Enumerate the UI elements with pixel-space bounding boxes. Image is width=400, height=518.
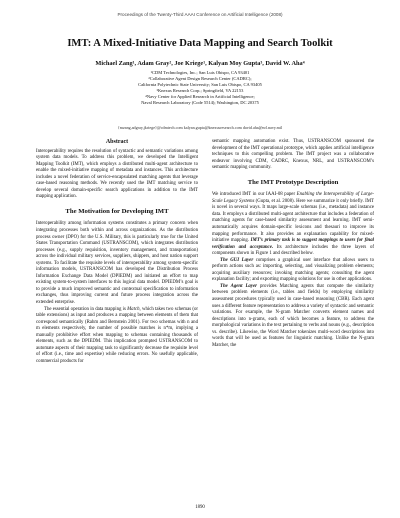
affiliation-line: ⁴Navy Center for Applied Research in Artificial Intelligence;	[145, 93, 255, 99]
text-run: Its architecture includes the three layers of components shown in Figure 1 and described below.	[212, 244, 374, 257]
layer-name-agent: The Agent Layer	[220, 283, 258, 289]
key-statement: IMT’s primary task is to suggest mappings to users for final verification and acceptance.	[212, 238, 374, 250]
affiliation-line: ²Collaborative Agent Design Research Center (CADRC);	[148, 75, 252, 81]
paragraph: semantic mapping automation exist. Thus, USTRANSCOM sponsored the development of the IMT operational prototype, which applies artificial intelligence techniques to this compelling problem. The IMT project was a collaborative endeavor involving CDM, CADRC, Knexus, NRL, and USTRANSCOM’s semantic mapping community.	[212, 139, 374, 171]
proceedings-header: Proceedings of the Twenty-Third AAAI Conference on Artificial Intelligence (2008)	[117, 12, 283, 17]
text-run: provides Matching agents that compute the similarity between problem elements (i.e., tables and fields) by employing similarity assessment procedures typically used in case-based reasoning (CBR). Each agent uses a different feature representation to address a variety of syntactic and semantic variations. For example, the N-gram Matcher converts element names and descriptions into n-grams, each of which becomes a feature, to address the morphological variations in the text pertaining to verbs and nouns (e.g., description vs. describe). Likewise, the Word Matcher tokenizes multi-word descriptions into words that will be used as features for linguistic matching. Unlike the N-gram Matcher, the	[212, 283, 374, 348]
paper-title: IMT: A Mixed-Initiative Data Mapping and Search Toolkit	[67, 38, 333, 49]
abstract-heading: Abstract	[105, 139, 129, 145]
paragraph	[212, 258, 374, 284]
text-run: comprises a graphical user interface that allows users to perform actions such as: importing, selecting, and visualizing problem elements; acquiring auxiliary resources; invoking matching agents; consulting the agent explanation facility; and exporting mapping solutions for use in other applications.	[212, 257, 374, 283]
affiliation-line: ³Knexus Research Corp.; Springfield, VA 22153	[156, 87, 244, 93]
abstract-section	[36, 139, 198, 201]
affiliation-line: Naval Research Laboratory (Code 5514); Washington, DC 20375	[141, 99, 259, 105]
paragraph	[212, 284, 374, 349]
section-heading-motivation: The Motivation for Developing IMT	[65, 207, 169, 215]
text-run: (Gupta, et al. 2008). Here we summarize it only briefly. IMT is novel in several ways. It maps large-scale schemas (i.e., metadata) and instance data. It employs a distributed multi-agent architecture that includes a federation of matching agents for case-based similarity assessment and learning. IMT semi-automatically acquires domain-specific lexicons and thesauri to improve its mapping performance. It also provides an explanation capability for mixed-initiative mapping.	[212, 198, 375, 244]
text-run: The essential operation in data mapping is	[44, 306, 128, 312]
left-column	[36, 139, 198, 366]
author-emails: {mzang,adgray,jkriege}@cdmtech.com kalyan.gupta@knexusresearch.com david.aha@nrl.navy.mil	[117, 125, 283, 130]
layer-name-gui: The GUI Layer	[220, 257, 254, 263]
section-heading-prototype: The IMT Prototype Description	[247, 178, 339, 186]
text-run: , which takes two schemas (or table extensions) as input and produces a mapping between elements of them that correspond semantically (Rahm and Bernstein 2001). For two schemas with n and m elements respectively, the number of possible matches is n*m, implying a manually prohibitive effort when mapping to schemas containing thousands of elements, such as the DPIEDM. This implication prompted USTRANSCOM to automate aspects of their mapping task to significantly decrease the requisite level of effort (i.e., time and expertise) while reducing errors. No usefully applicable, commercial products for	[36, 306, 198, 364]
paragraph: Interoperability among information systems constitutes a primary concern when integrating processes both within and across organizations. As the distribution process owner (DPO) for the U.S. Military, this is particularly true for the United States Transportation Command (USTRANSCOM), which integrates distribution processes (e.g., supply requisition, inventory management, and transportation) across the individual military services, suppliers, shippers, and host nation support systems. To facilitate the requisite levels of interoperability among system-specific information models, USTRANSCOM has developed the Distribution Process Information Exchange Data Model (DPIEDM) and initiated an effort to map existing system-to-system interfaces to this logical data model. DPIEDM’s goal is to provide a much improved semantic and contextual specification to information exchanges, thus improving current and future process integration across the extended enterprise.	[36, 221, 198, 306]
cited-title: Enabling the Interoperability of Large-Scale Legacy Systems	[212, 192, 374, 204]
abstract-text: Interoperability requires the resolution of syntactic and semantic variations among system data models. To address this problem, we developed the Intelligent Mapping Toolkit (IMT), which employs a distributed multi-agent architecture to enable the mixed-initiative mapping of metadata and instances. This architecture includes a novel federation of service-encapsulated matching agents that leverage case-based reasoning methods. We recently used the IMT matching service to develop several domain-specific search applications in addition to the IMT mapping application.	[36, 148, 198, 200]
emphasis-text: Match	[127, 306, 140, 312]
paragraph	[36, 307, 198, 366]
affiliation-line: California Polytechnic State University; San Luis Obispo, CA 93405	[138, 81, 262, 87]
author-list: Michael Zang¹, Adam Gray², Joe Kriege¹, Kalyan Moy Gupta³, David W. Aha⁴	[95, 60, 305, 67]
affiliation-line: ¹CDM Technologies, Inc.; San Luis Obispo, CA 93401	[150, 70, 250, 75]
text-run: We introduced IMT in our IAAI-08 paper	[212, 192, 297, 198]
right-column	[212, 139, 374, 349]
paragraph	[212, 192, 374, 257]
affiliations	[0, 70, 400, 105]
page-number: 1890	[195, 505, 205, 510]
